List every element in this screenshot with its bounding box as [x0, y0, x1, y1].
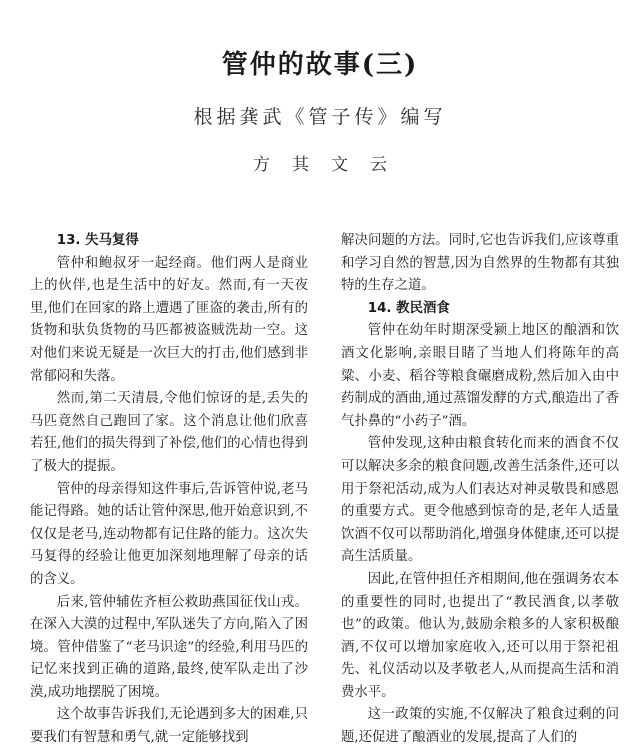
paragraph: 管仲的母亲得知这件事后,告诉管仲说,老马能记得路。她的话让管仲深思,他开始意识到,不仅仅是老马,连动物都有记住路的能力。这次失马复得的经验让他更加深刻地理解了母亲的话的含义。 — [30, 481, 308, 587]
paragraph: 然而,第二天清晨,令他们惊讶的是,丢失的马匹竟然自己跑回了家。这个消息让他们欣喜若狂,他们的损失得到了补偿,他们的心情也得到了极大的提振。 — [30, 391, 308, 474]
article-author: 方其文云 — [253, 155, 409, 175]
paragraph: 管仲和鲍叔牙一起经商。他们两人是商业上的伙伴,也是生活中的好友。然而,有一天夜里,他们在回家的路上遭遇了匪盗的袭击,所有的货物和驮负货物的马匹都被盗贼洗劫一空。这对他们来说无疑是一次巨大的打击,他们感到非常郁闷和失落。 — [30, 255, 308, 384]
right-column — [341, 230, 619, 747]
paragraph: 管仲在幼年时期深受颍上地区的酿酒和饮酒文化影响,亲眼目睹了当地人们将陈年的高粱、小麦、稻谷等粮食碾磨成粉,然后加入由中药制成的酒曲,通过蒸馏发酵的方式,酿造出了香气扑鼻的“小药子”酒。 — [341, 323, 619, 429]
paragraph-continued: 解决问题的方法。同时,它也告诉我们,应该尊重和学习自然的智慧,因为自然界的生物都有其独特的生存之道。 — [341, 233, 619, 294]
paragraph: 这个故事告诉我们,无论遇到多大的困难,只要我们有智慧和勇气,就一定能够找到 — [30, 707, 308, 746]
section-heading-13: 13. 失马复得 — [56, 233, 139, 248]
article-title: 管仲的故事(三) — [221, 50, 419, 80]
paragraph: 这一政策的实施,不仅解决了粮食过剩的问题,还促进了酿酒业的发展,提高了人们的 — [341, 707, 619, 746]
left-column — [30, 230, 308, 747]
article-subtitle: 根据龚武《管子传》编写 — [193, 106, 447, 128]
paragraph: 管仲发现,这种由粮食转化而来的酒食不仅可以解决多余的粮食问题,改善生活条件,还可以用于祭祀活动,成为人们表达对神灵敬畏和感恩的重要方式。更令他感到惊奇的是,老年人适量饮酒不仅可以帮助消化,增强身体健康,还可以提高生活质量。 — [341, 436, 619, 565]
paragraph: 因此,在管仲担任齐相期间,他在强调务农本的重要性的同时,也提出了“教民酒食,以孝敬也”的政策。他认为,鼓励余粮多的人家积极酿酒,不仅可以增加家庭收入,还可以用于祭祀祖先、礼仪活动以及孝敬老人,从而提高生活和消费水平。 — [341, 571, 619, 700]
paragraph: 后来,管仲辅佐齐桓公救助燕国征伐山戎。在深入大漠的过程中,军队迷失了方向,陷入了困境。管仲借鉴了“老马识途”的经验,利用马匹的记忆来找到正确的道路,最终,使军队走出了沙漠,成功地摆脱了困境。 — [30, 594, 308, 700]
section-heading-14: 14. 教民酒食 — [367, 300, 450, 316]
